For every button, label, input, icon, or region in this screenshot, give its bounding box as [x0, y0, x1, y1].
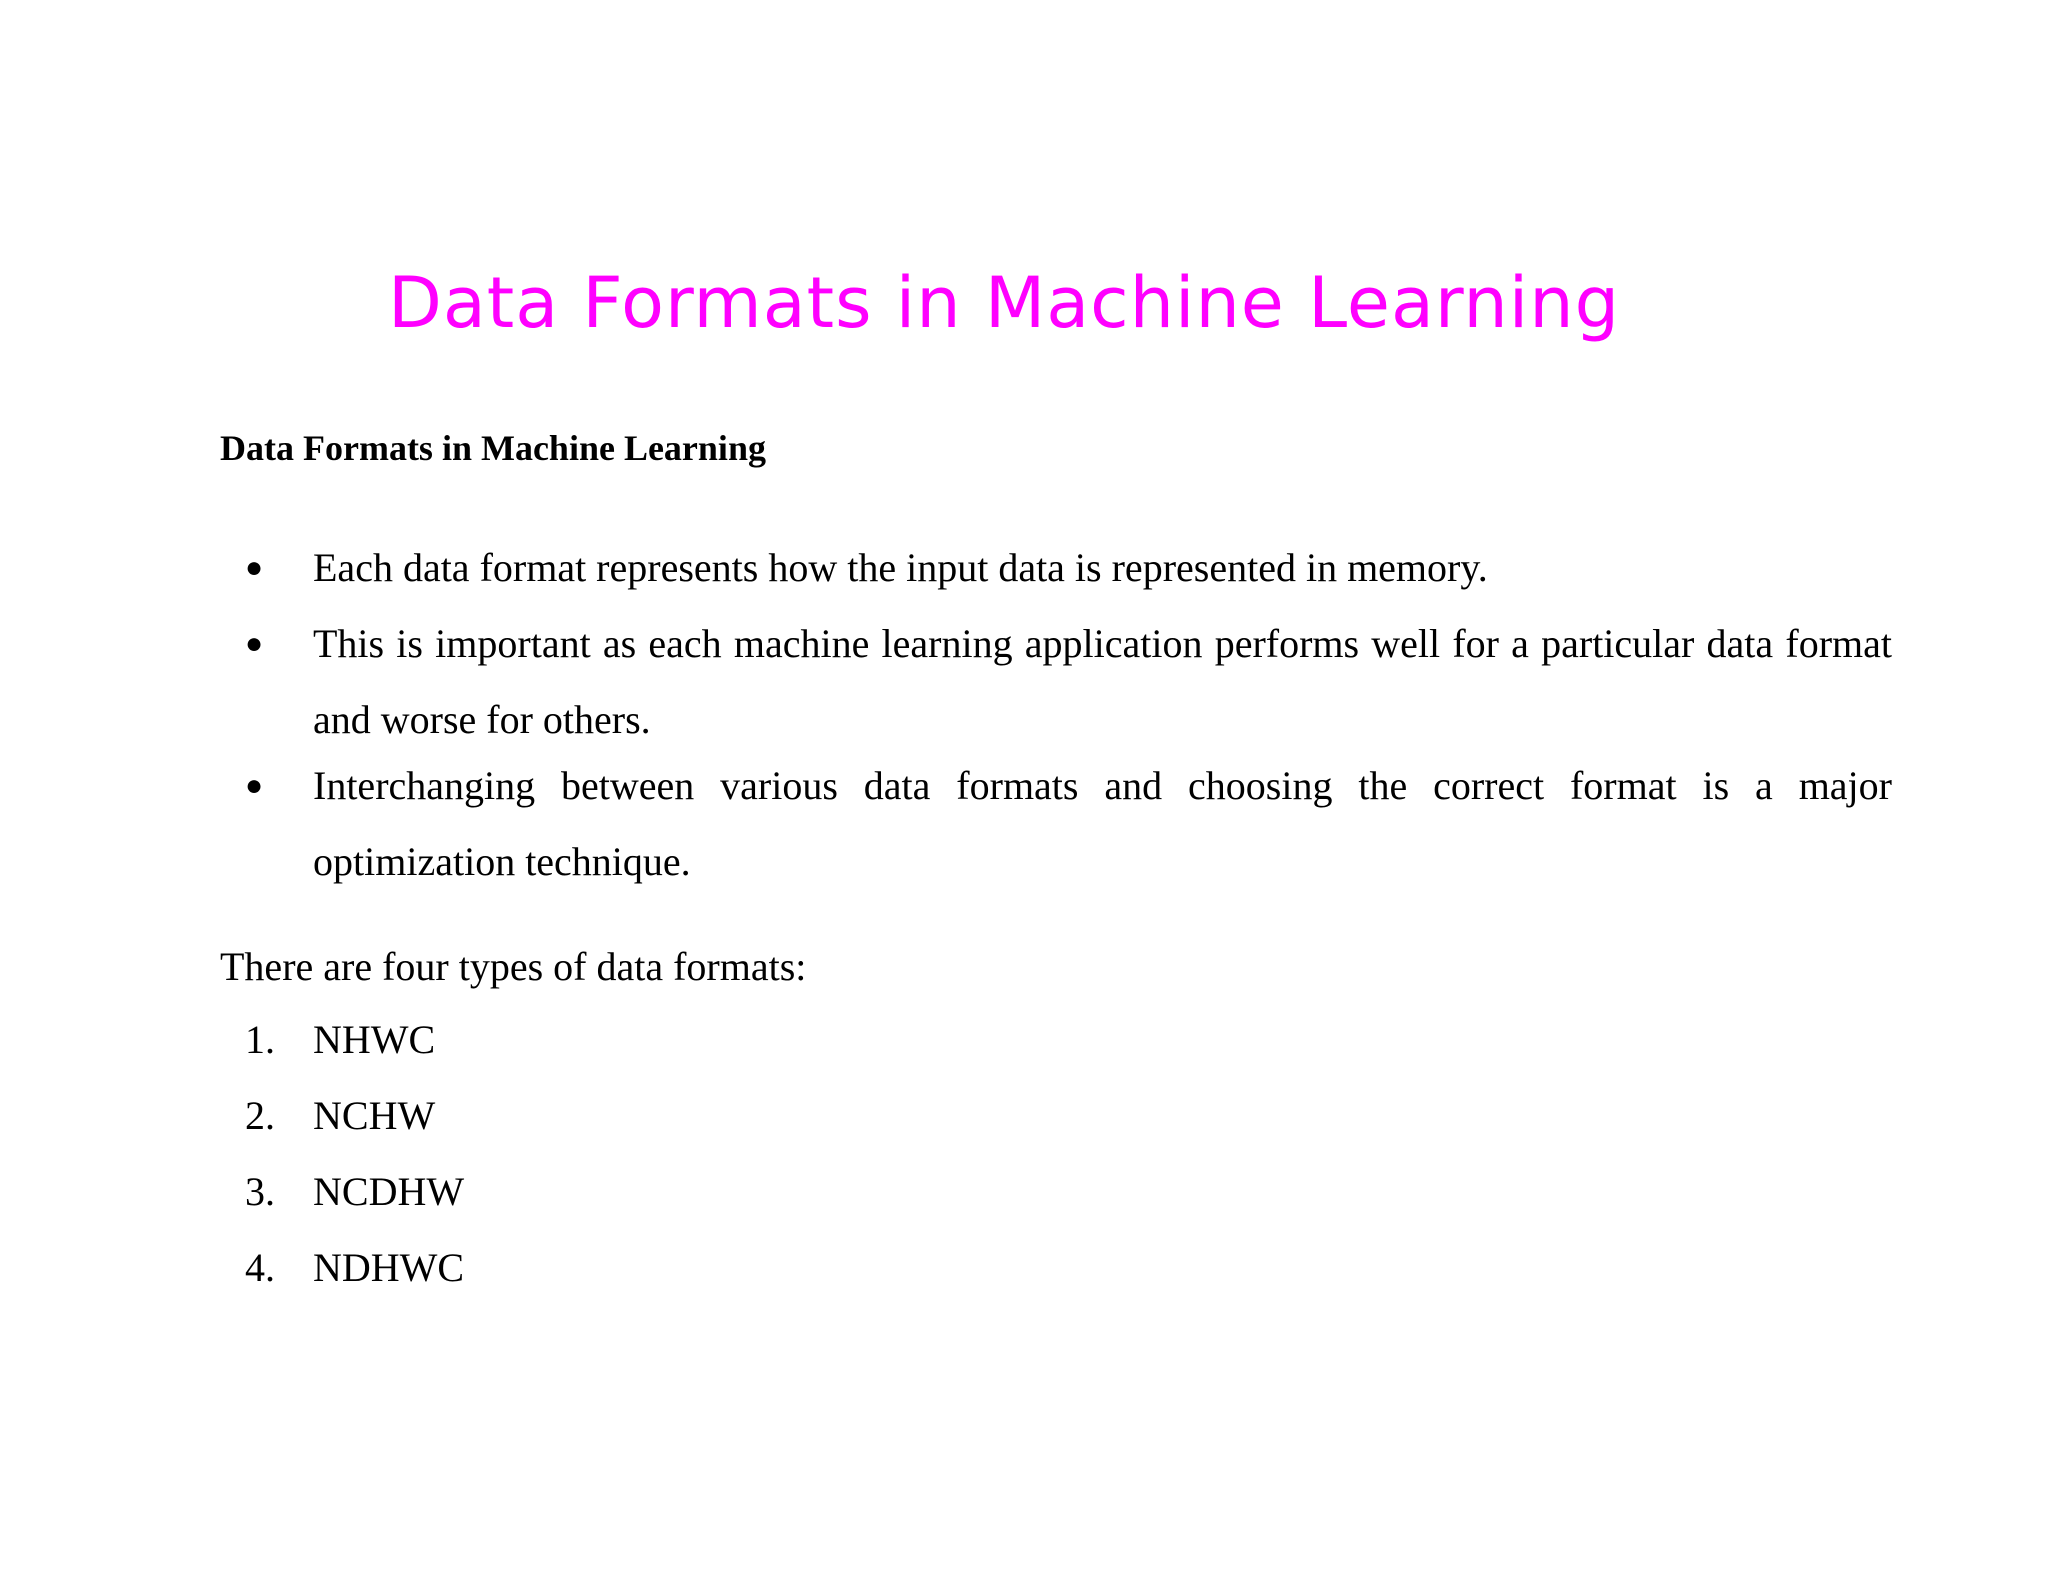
- format-item: [220, 1230, 464, 1306]
- format-label: NDHWC: [313, 1245, 465, 1290]
- format-label: NCDHW: [313, 1169, 465, 1214]
- list-number: 3.: [245, 1169, 275, 1214]
- list-number: 4.: [245, 1245, 275, 1290]
- bullet-item: [220, 530, 1892, 606]
- list-number: 2.: [245, 1093, 275, 1138]
- section-heading: Data Formats in Machine Learning: [220, 428, 766, 468]
- bullet-text: This is important as each machine learning application performs well for a particular data format and worse for others.: [313, 621, 1892, 742]
- bullet-item: [220, 606, 1892, 758]
- page-title: Data Formats in Machine Learning: [388, 262, 1621, 344]
- bullet-item: [220, 748, 1892, 900]
- bullet-icon: ●: [245, 627, 264, 660]
- bullet-icon: ●: [245, 551, 264, 584]
- bullet-text: Interchanging between various data formats and choosing the correct format is a major optimization technique.: [313, 763, 1892, 884]
- intro-paragraph: There are four types of data formats:: [220, 944, 807, 989]
- format-list: [220, 1002, 464, 1306]
- list-number: 1.: [245, 1017, 275, 1062]
- bullet-icon: ●: [245, 769, 264, 802]
- format-label: NHWC: [313, 1017, 436, 1062]
- bullet-list: [220, 530, 1892, 900]
- format-item: [220, 1154, 464, 1230]
- format-item: [220, 1002, 464, 1078]
- bullet-text: Each data format represents how the input data is represented in memory.: [313, 545, 1488, 590]
- format-label: NCHW: [313, 1093, 436, 1138]
- format-item: [220, 1078, 464, 1154]
